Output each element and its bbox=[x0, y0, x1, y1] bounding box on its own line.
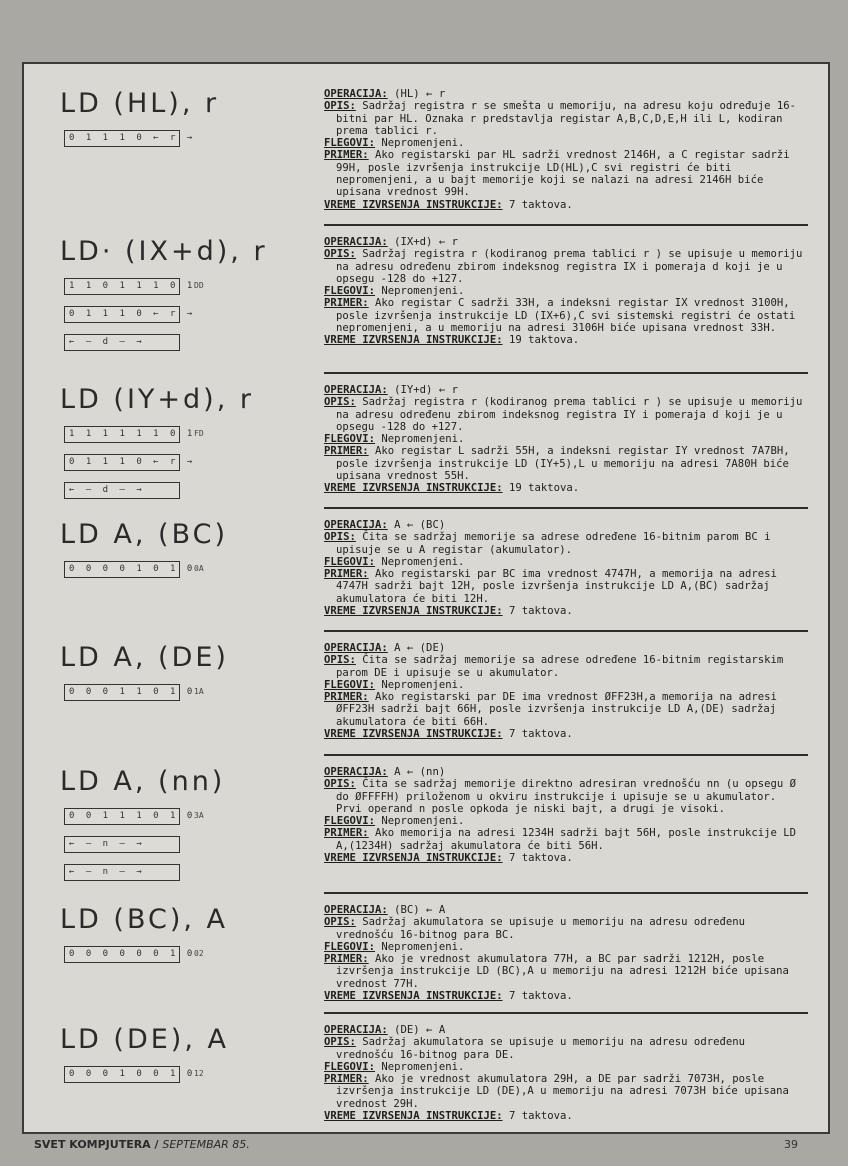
section-divider bbox=[324, 224, 808, 226]
instruction-description bbox=[324, 88, 804, 211]
primer-line bbox=[324, 297, 804, 334]
flegovi-line bbox=[324, 556, 804, 568]
primer-value: Ako registarski par BC ima vrednost 4747H, a memorija na adresi 4747H sadrži bajt 12H, posle izvršenja instrukcije LD A,(BC) sadržaj akumulatora će biti 12H. bbox=[336, 568, 777, 605]
operacija-line bbox=[324, 519, 804, 531]
vreme-value: 7 taktova. bbox=[508, 605, 573, 618]
opcode-hex: 0A bbox=[194, 564, 204, 573]
opcode-bits: 0 0 1 1 1 0 1 0 bbox=[64, 808, 180, 825]
flegovi-value: Nepromenjeni. bbox=[381, 815, 465, 828]
operacija-line bbox=[324, 384, 804, 396]
vreme-label: VREME IZVRSENJA INSTRUKCIJE: bbox=[324, 334, 503, 347]
section-divider bbox=[324, 892, 808, 894]
opcode-bits: ← — d — → bbox=[64, 482, 180, 499]
opis-label: OPIS: bbox=[324, 248, 356, 261]
opis-value: Sadržaj registra r (kodiranog prema tablici r ) se upisuje u memoriju na adresu određenu zbirom indeksnog registra IX i pomeraja d koji je u opsegu -128 do +127. bbox=[336, 248, 803, 285]
flegovi-line bbox=[324, 433, 804, 445]
opcode-bits: 0 1 1 1 0 ← r → bbox=[64, 130, 180, 147]
opis-label: OPIS: bbox=[324, 396, 356, 409]
section-divider bbox=[324, 630, 808, 632]
flegovi-line bbox=[324, 815, 804, 827]
primer-value: Ako registar C sadrži 33H, a indeksni registar IX vrednost 3100H, posle izvršenja instrukcije LD (IX+6),C svi sistemski registri će ostati nepromenjeni, a u memoriju na adresi 3106H biće upisana vrednost 33H. bbox=[336, 297, 796, 335]
magazine-name: SVET KOMPJUTERA / bbox=[34, 1138, 163, 1151]
opis-line bbox=[324, 100, 804, 137]
opis-label: OPIS: bbox=[324, 778, 356, 791]
flegovi-value: Nepromenjeni. bbox=[381, 1060, 465, 1073]
primer-line bbox=[324, 953, 804, 990]
opcode-bits: ← — d — → bbox=[64, 334, 180, 351]
primer-line bbox=[324, 568, 804, 605]
vreme-line bbox=[324, 852, 804, 864]
vreme-value: 7 taktova. bbox=[508, 198, 573, 211]
operacija-value: (IX+d) ← r bbox=[394, 236, 458, 248]
operacija-line bbox=[324, 642, 804, 654]
opis-value: Sadržaj akumulatora se upisuje u memoriju na adresu određenu vrednošću 16-bitnog para BC. bbox=[336, 916, 745, 941]
vreme-line bbox=[324, 728, 804, 740]
operacija-label: OPERACIJA: bbox=[324, 236, 388, 248]
primer-value: Ako registarski par DE ima vrednost ØFF23H,a memorija na adresi ØFF23H sadrži bajt 66H, posle izvršenja instrukcije LD A,(DE) sadržaj akumulatora će biti 66H. bbox=[336, 691, 777, 728]
operacija-label: OPERACIJA: bbox=[324, 642, 388, 654]
vreme-value: 7 taktova. bbox=[508, 852, 573, 865]
vreme-value: 7 taktova. bbox=[508, 1110, 573, 1123]
instruction-description bbox=[324, 766, 804, 864]
opis-value: Sadržaj registra r se smešta u memoriju, na adresu koju određuje 16-bitni par HL. Oznaka r predstavlja registar A,B,C,D,E,H ili L, kodiran prema tablici r. bbox=[336, 100, 796, 137]
opcode-bits: ← — n — → bbox=[64, 836, 180, 853]
opcode-hex: FD bbox=[194, 429, 204, 438]
vreme-line bbox=[324, 199, 804, 211]
vreme-label: VREME IZVRSENJA INSTRUKCIJE: bbox=[324, 852, 503, 865]
vreme-label: VREME IZVRSENJA INSTRUKCIJE: bbox=[324, 990, 503, 1003]
primer-value: Ako registar L sadrži 55H, a indeksni registar IY vrednost 7A7BH, posle izvršenja instrukcije LD (IY+5),L u memoriju na adresi 7A80H biće upisana vrednost 55H. bbox=[336, 445, 790, 483]
flegovi-label: FLEGOVI: bbox=[324, 555, 376, 568]
opcode-bits: 0 0 0 1 1 0 1 0 bbox=[64, 684, 180, 701]
opcode-bits: 1 1 0 1 1 1 0 1 bbox=[64, 278, 180, 295]
instruction-mnemonic: LD (IY+d), r bbox=[60, 384, 254, 415]
opis-value: Čita se sadržaj memorije sa adrese određene 16-bitnim parom BC i upisuje se u A registar (akumulator). bbox=[336, 531, 771, 556]
primer-line bbox=[324, 445, 804, 482]
opis-line bbox=[324, 531, 804, 556]
instruction-mnemonic: LD· (IX+d), r bbox=[60, 236, 268, 267]
primer-label: PRIMER: bbox=[324, 297, 369, 310]
flegovi-value: Nepromenjeni. bbox=[381, 940, 465, 953]
instruction-description bbox=[324, 1024, 804, 1122]
primer-label: PRIMER: bbox=[324, 568, 369, 581]
vreme-label: VREME IZVRSENJA INSTRUKCIJE: bbox=[324, 728, 503, 741]
instruction-description bbox=[324, 642, 804, 740]
opis-label: OPIS: bbox=[324, 531, 356, 544]
opcode-hex: 3A bbox=[194, 811, 204, 820]
opcode-hex: 1A bbox=[194, 687, 204, 696]
flegovi-label: FLEGOVI: bbox=[324, 678, 376, 691]
opcode-hex: 12 bbox=[194, 1069, 204, 1078]
page-footer bbox=[34, 1138, 250, 1151]
primer-label: PRIMER: bbox=[324, 827, 369, 840]
operacija-label: OPERACIJA: bbox=[324, 766, 388, 778]
opis-value: Sadržaj akumulatora se upisuje u memoriju na adresu određenu vrednošću 16-bitnog para DE. bbox=[336, 1036, 745, 1061]
opis-line bbox=[324, 654, 804, 679]
primer-label: PRIMER: bbox=[324, 691, 369, 704]
flegovi-line bbox=[324, 137, 804, 149]
primer-value: Ako je vrednost akumulatora 77H, a BC par sadrži 1212H, posle izvršenja instrukcije LD (BC),A u memoriju na adresi 1212H biće upisana vrednost 77H. bbox=[336, 953, 789, 990]
flegovi-label: FLEGOVI: bbox=[324, 940, 376, 953]
opcode-bits: 0 1 1 1 0 ← r → bbox=[64, 454, 180, 471]
section-divider bbox=[324, 507, 808, 509]
vreme-label: VREME IZVRSENJA INSTRUKCIJE: bbox=[324, 1110, 503, 1123]
operacija-value: A ← (BC) bbox=[394, 519, 446, 531]
opcode-bits: ← — n — → bbox=[64, 864, 180, 881]
vreme-line bbox=[324, 990, 804, 1002]
flegovi-value: Nepromenjeni. bbox=[381, 433, 465, 446]
vreme-line bbox=[324, 482, 804, 494]
opis-line bbox=[324, 396, 804, 433]
instruction-mnemonic: LD A, (nn) bbox=[60, 766, 226, 797]
opcode-bits: 0 0 0 0 1 0 1 0 bbox=[64, 561, 180, 578]
section-divider bbox=[324, 372, 808, 374]
primer-value: Ako registarski par HL sadrži vrednost 2146H, a C registar sadrži 99H, posle izvršenja instrukcije LD(HL),C svi registri će biti nepromenjeni, a u bajt memorije koji se nalazi na adresi 2146H biće upisana vrednost 99H. bbox=[336, 149, 790, 199]
primer-value: Ako memorija na adresi 1234H sadrži bajt 56H, posle instrukcije LD A,(1234H) sadržaj akumulatora će biti 56H. bbox=[336, 827, 796, 852]
instruction-description bbox=[324, 519, 804, 617]
opcode-bits: 0 0 0 1 0 0 1 0 bbox=[64, 1066, 180, 1083]
opcode-bits: 0 1 1 1 0 ← r → bbox=[64, 306, 180, 323]
flegovi-label: FLEGOVI: bbox=[324, 1060, 376, 1073]
operacija-value: A ← (DE) bbox=[394, 642, 446, 654]
flegovi-line bbox=[324, 1061, 804, 1073]
operacija-label: OPERACIJA: bbox=[324, 88, 388, 100]
instruction-mnemonic: LD A, (DE) bbox=[60, 642, 229, 673]
opcode-bits: 0 0 0 0 0 0 1 0 bbox=[64, 946, 180, 963]
vreme-line bbox=[324, 1110, 804, 1122]
instruction-description bbox=[324, 236, 804, 347]
flegovi-line bbox=[324, 679, 804, 691]
opis-line bbox=[324, 778, 804, 815]
operacija-line bbox=[324, 88, 804, 100]
flegovi-label: FLEGOVI: bbox=[324, 285, 376, 298]
instruction-mnemonic: LD (HL), r bbox=[60, 88, 220, 119]
operacija-label: OPERACIJA: bbox=[324, 1024, 388, 1036]
primer-label: PRIMER: bbox=[324, 1073, 369, 1086]
primer-line bbox=[324, 1073, 804, 1110]
vreme-value: 7 taktova. bbox=[508, 990, 573, 1003]
opis-line bbox=[324, 1036, 804, 1061]
opis-label: OPIS: bbox=[324, 654, 356, 667]
instruction-mnemonic: LD A, (BC) bbox=[60, 519, 229, 550]
flegovi-label: FLEGOVI: bbox=[324, 815, 376, 828]
primer-label: PRIMER: bbox=[324, 953, 369, 966]
section-divider bbox=[324, 1012, 808, 1014]
primer-value: Ako je vrednost akumulatora 29H, a DE par sadrži 7073H, posle izvršenja instrukcije LD (DE),A u memoriju na adresi 7073H biće upisana vrednost 29H. bbox=[336, 1073, 789, 1110]
vreme-label: VREME IZVRSENJA INSTRUKCIJE: bbox=[324, 482, 503, 495]
opis-value: Čita se sadržaj memorije sa adrese određene 16-bitnim registarskim parom DE i upisuje se u akumulator. bbox=[336, 654, 784, 679]
page-number: 39 bbox=[784, 1138, 798, 1151]
instruction-mnemonic: LD (BC), A bbox=[60, 904, 229, 935]
instruction-description bbox=[324, 384, 804, 495]
flegovi-label: FLEGOVI: bbox=[324, 433, 376, 446]
vreme-value: 7 taktova. bbox=[508, 728, 573, 741]
operacija-value: A ← (nn) bbox=[394, 766, 446, 778]
opis-label: OPIS: bbox=[324, 916, 356, 929]
operacija-value: (DE) ← A bbox=[394, 1024, 446, 1036]
operacija-value: (IY+d) ← r bbox=[394, 384, 458, 396]
primer-label: PRIMER: bbox=[324, 445, 369, 458]
operacija-label: OPERACIJA: bbox=[324, 904, 388, 916]
opis-value: Čita se sadržaj memorije direktno adresiran vrednošću nn (u opsegu Ø do ØFFFFH) priloženom u okviru instrukcije i upisuje se u akumulator. Prvi operand n posle opkoda je niski bajt, a drugi je visoki. bbox=[336, 778, 796, 815]
opis-label: OPIS: bbox=[324, 100, 356, 113]
flegovi-value: Nepromenjeni. bbox=[381, 678, 465, 691]
operacija-label: OPERACIJA: bbox=[324, 519, 388, 531]
instruction-mnemonic: LD (DE), A bbox=[60, 1024, 229, 1055]
vreme-value: 19 taktova. bbox=[508, 482, 580, 495]
section-divider bbox=[324, 754, 808, 756]
primer-label: PRIMER: bbox=[324, 149, 369, 162]
flegovi-value: Nepromenjeni. bbox=[381, 285, 465, 298]
operacija-line bbox=[324, 1024, 804, 1036]
flegovi-line bbox=[324, 941, 804, 953]
vreme-line bbox=[324, 334, 804, 346]
operacija-line bbox=[324, 904, 804, 916]
flegovi-value: Nepromenjeni. bbox=[381, 137, 465, 150]
primer-line bbox=[324, 827, 804, 852]
vreme-label: VREME IZVRSENJA INSTRUKCIJE: bbox=[324, 605, 503, 618]
vreme-line bbox=[324, 605, 804, 617]
vreme-value: 19 taktova. bbox=[508, 334, 580, 347]
opis-value: Sadržaj registra r (kodiranog prema tablici r ) se upisuje u memoriju na adresu određenu zbirom indeksnog registra IY i pomeraja d koji je u opsegu -128 do +127. bbox=[336, 396, 803, 433]
issue-month: SEPTEMBAR 85. bbox=[162, 1138, 250, 1151]
page-sheet bbox=[22, 62, 830, 1134]
opcode-hex: DD bbox=[194, 281, 204, 290]
operacija-line bbox=[324, 766, 804, 778]
opis-label: OPIS: bbox=[324, 1036, 356, 1049]
flegovi-label: FLEGOVI: bbox=[324, 137, 376, 150]
operacija-value: (HL) ← r bbox=[394, 88, 446, 100]
flegovi-line bbox=[324, 285, 804, 297]
opcode-bits: 1 1 1 1 1 1 0 1 bbox=[64, 426, 180, 443]
primer-line bbox=[324, 149, 804, 198]
operacija-value: (BC) ← A bbox=[394, 904, 446, 916]
flegovi-value: Nepromenjeni. bbox=[381, 555, 465, 568]
opis-line bbox=[324, 916, 804, 941]
primer-line bbox=[324, 691, 804, 728]
instruction-description bbox=[324, 904, 804, 1002]
opis-line bbox=[324, 248, 804, 285]
vreme-label: VREME IZVRSENJA INSTRUKCIJE: bbox=[324, 198, 503, 211]
operacija-line bbox=[324, 236, 804, 248]
opcode-hex: 02 bbox=[194, 949, 204, 958]
operacija-label: OPERACIJA: bbox=[324, 384, 388, 396]
